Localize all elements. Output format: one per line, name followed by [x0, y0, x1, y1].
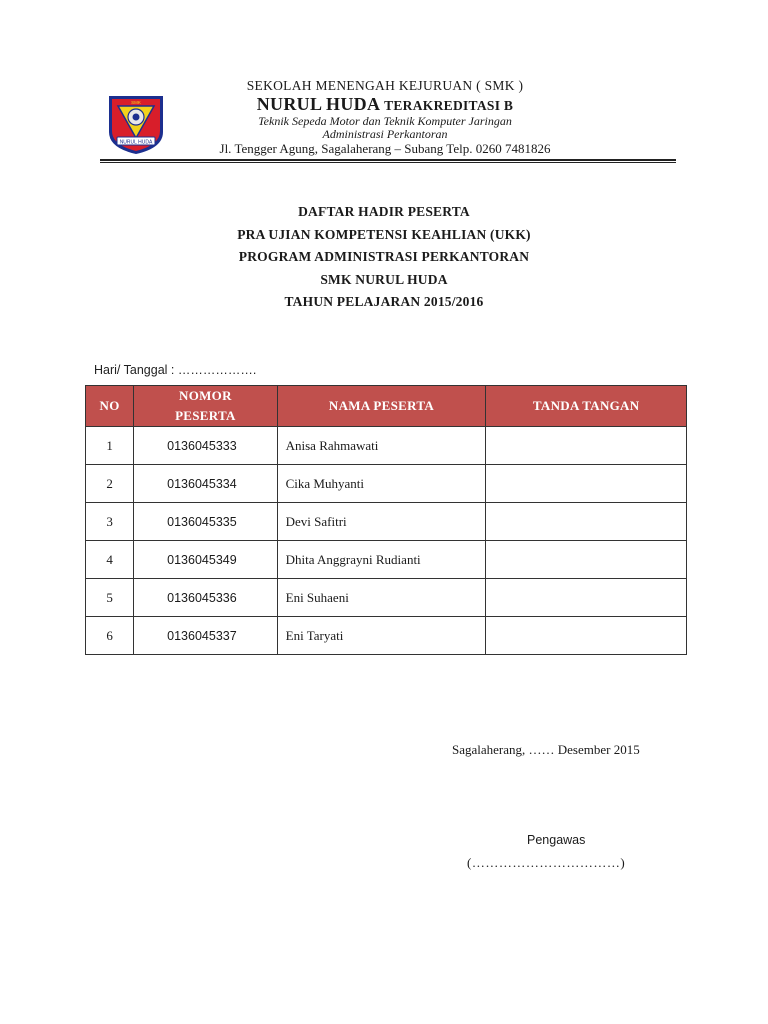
cell-nomor: 0136045337	[134, 617, 277, 655]
address: Jl. Tengger Agung, Sagalaherang – Subang Telp. 0260 7481826	[219, 141, 551, 156]
header-rule-thin	[100, 162, 676, 163]
header-no: NO	[86, 386, 134, 427]
table-header-row	[86, 386, 687, 427]
cell-nama: Dhita Anggrayni Rudianti	[277, 541, 486, 579]
school-name-line	[180, 94, 590, 115]
cell-nomor: 0136045333	[134, 427, 277, 465]
cell-signature[interactable]	[486, 427, 687, 465]
attendance-table	[85, 385, 687, 655]
title-line-1: DAFTAR HADIR PESERTA	[298, 204, 470, 219]
table-row	[86, 617, 687, 655]
header-tanda: TANDA TANGAN	[486, 386, 687, 427]
header-nama: NAMA PESERTA	[277, 386, 486, 427]
header-nomor-line2: PESERTA	[175, 408, 236, 423]
table-row	[86, 579, 687, 617]
cell-nomor: 0136045335	[134, 503, 277, 541]
school-logo-icon	[103, 92, 169, 156]
table-row	[86, 541, 687, 579]
cell-no: 4	[86, 541, 134, 579]
cell-nomor: 0136045349	[134, 541, 277, 579]
cell-nama: Cika Muhyanti	[277, 465, 486, 503]
header-rule-thick	[100, 159, 676, 161]
title-line-2: PRA UJIAN KOMPETENSI KEAHLIAN (UKK)	[237, 227, 531, 242]
logo-top-text: SMK	[131, 100, 141, 105]
cell-signature[interactable]	[486, 541, 687, 579]
cell-no: 2	[86, 465, 134, 503]
cell-no: 3	[86, 503, 134, 541]
programs-line-2: Administrasi Perkantoran	[322, 127, 448, 141]
cell-signature[interactable]	[486, 465, 687, 503]
signature-line: (……………………………)	[467, 855, 626, 870]
cell-nomor: 0136045336	[134, 579, 277, 617]
header-nomor-line1: NOMOR	[179, 388, 232, 403]
date-line: Hari/ Tanggal : ……………….	[94, 363, 257, 377]
header-nomor	[134, 386, 277, 427]
school-name: NURUL HUDA	[256, 94, 380, 114]
cell-no: 1	[86, 427, 134, 465]
place-date: Sagalaherang, …… Desember 2015	[452, 742, 640, 757]
school-type: SEKOLAH MENENGAH KEJURUAN ( SMK )	[246, 78, 524, 93]
cell-nama: Eni Taryati	[277, 617, 486, 655]
cell-nama: Devi Safitri	[277, 503, 486, 541]
cell-nama: Eni Suhaeni	[277, 579, 486, 617]
logo-caption: NURUL HUDA	[119, 139, 153, 146]
cell-signature[interactable]	[486, 617, 687, 655]
table-row	[86, 465, 687, 503]
table-row	[86, 503, 687, 541]
cell-no: 5	[86, 579, 134, 617]
cell-nomor: 0136045334	[134, 465, 277, 503]
cell-signature[interactable]	[486, 503, 687, 541]
programs-line-1: Teknik Sepeda Motor dan Teknik Komputer Jaringan	[258, 114, 512, 128]
cell-nama: Anisa Rahmawati	[277, 427, 486, 465]
title-line-5: TAHUN PELAJARAN 2015/2016	[284, 294, 484, 309]
supervisor-role: Pengawas	[527, 833, 586, 847]
cell-signature[interactable]	[486, 579, 687, 617]
cell-no: 6	[86, 617, 134, 655]
title-line-4: SMK NURUL HUDA	[320, 272, 448, 287]
title-line-3: PROGRAM ADMINISTRASI PERKANTORAN	[238, 249, 530, 264]
accreditation: TERAKREDITASI B	[384, 98, 514, 113]
table-row	[86, 427, 687, 465]
